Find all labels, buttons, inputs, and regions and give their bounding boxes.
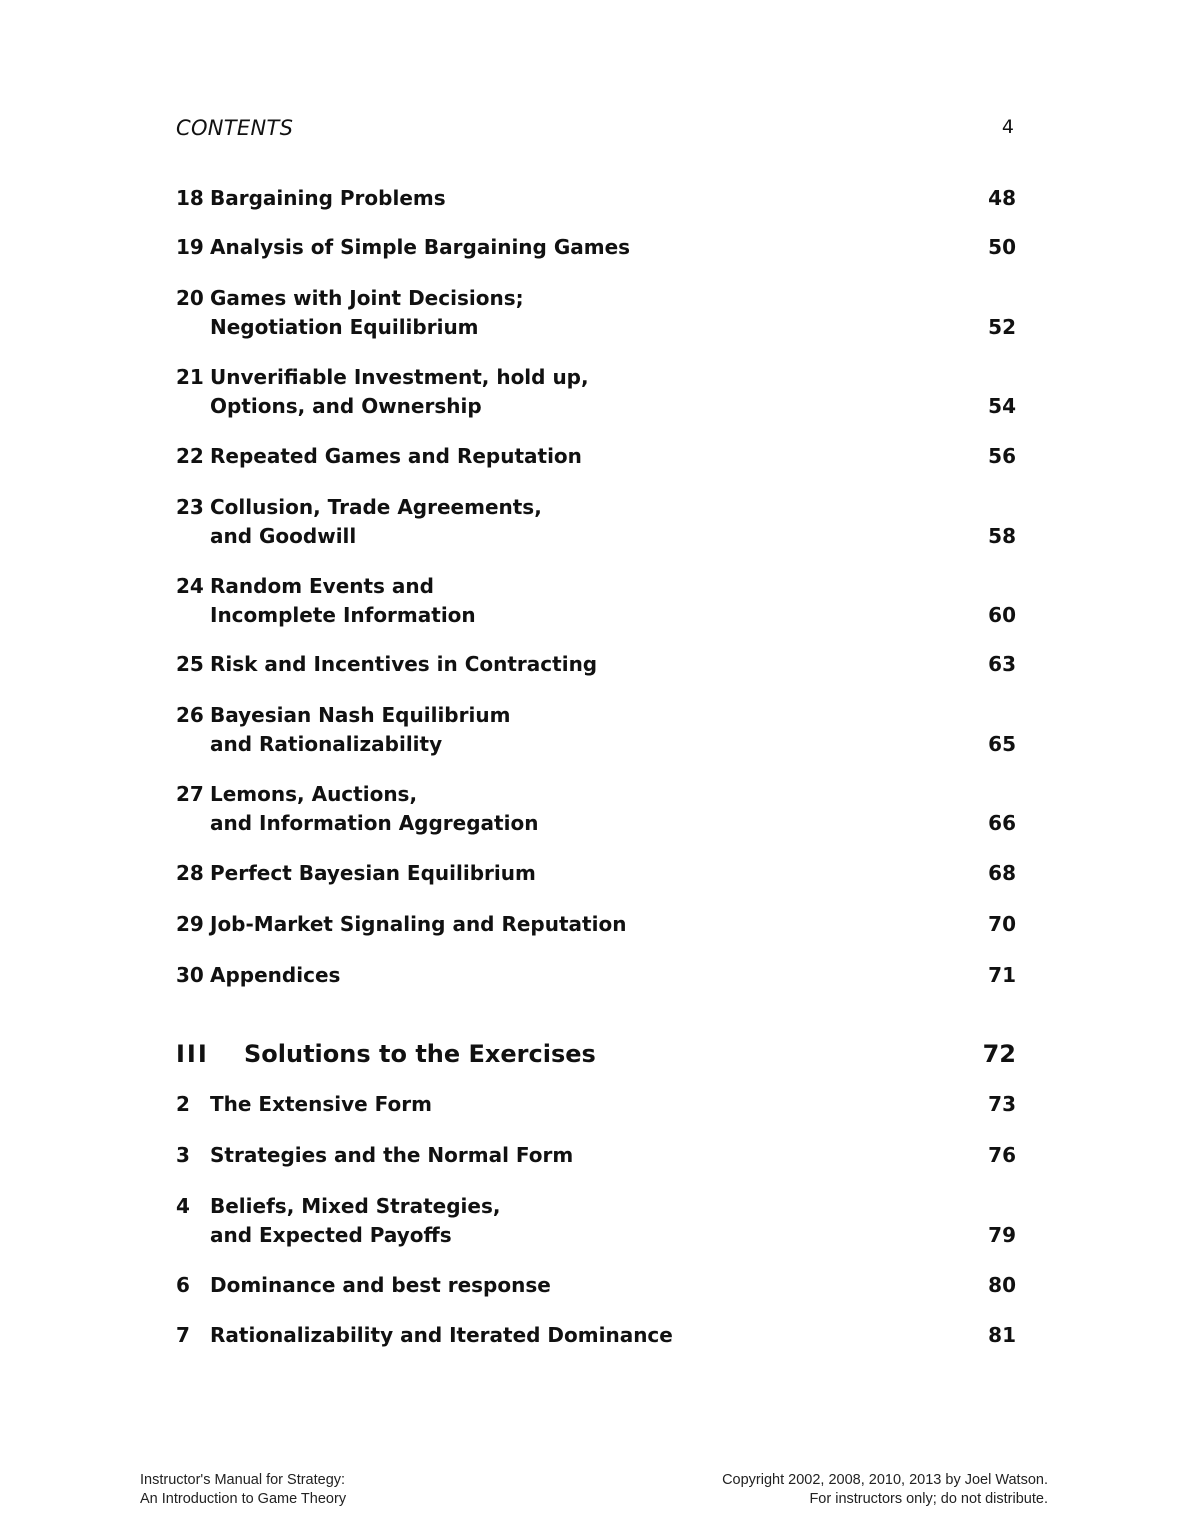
footer-left-line: Instructor's Manual for Strategy: bbox=[140, 1472, 346, 1488]
chapter-title-line: Rationalizability and Iterated Dominance bbox=[210, 1323, 673, 1347]
chapter-page-number: 60 bbox=[988, 602, 1016, 627]
chapter-page-number: 50 bbox=[988, 235, 1016, 259]
page-header bbox=[176, 116, 1016, 146]
chapter-title-line: Options, and Ownership bbox=[210, 393, 482, 418]
chapter-title-line: Lemons, Auctions, bbox=[210, 782, 418, 806]
chapter-title-line: Risk and Incentives in Contracting bbox=[210, 652, 598, 676]
chapter-number: 25 bbox=[176, 652, 204, 676]
chapter-number: 26 bbox=[176, 703, 204, 727]
chapter-title-line: Collusion, Trade Agreements, bbox=[210, 495, 542, 519]
chapter-number: 29 bbox=[176, 912, 204, 936]
chapter-title-line: and Rationalizability bbox=[210, 731, 443, 756]
chapter-title-line: Appendices bbox=[210, 963, 341, 987]
chapter-page-number: 58 bbox=[988, 523, 1016, 548]
chapter-title-line: Beliefs, Mixed Strategies, bbox=[210, 1194, 501, 1218]
chapter-number: 3 bbox=[176, 1143, 190, 1167]
footer-left-line: An Introduction to Game Theory bbox=[140, 1491, 347, 1507]
chapter-number: 19 bbox=[176, 235, 204, 259]
chapter-number: 20 bbox=[176, 286, 204, 310]
part-page: 72 bbox=[982, 1040, 1016, 1068]
part-number: III bbox=[176, 1040, 209, 1068]
chapter-page-number: 79 bbox=[988, 1222, 1016, 1247]
footer-copyright bbox=[722, 1471, 1048, 1509]
footer-right-line: Copyright 2002, 2008, 2010, 2013 by Joel Watson. bbox=[722, 1472, 1048, 1488]
part-title: Solutions to the Exercises bbox=[244, 1040, 596, 1068]
chapter-page-number: 80 bbox=[988, 1273, 1016, 1297]
chapter-number: 4 bbox=[176, 1194, 190, 1218]
chapter-page-number: 66 bbox=[988, 810, 1016, 835]
chapter-number: 2 bbox=[176, 1092, 190, 1116]
chapter-title-line: Unverifiable Investment, hold up, bbox=[210, 365, 589, 389]
chapter-number: 22 bbox=[176, 444, 204, 468]
chapter-number: 30 bbox=[176, 963, 204, 987]
chapter-page-number: 63 bbox=[988, 652, 1016, 676]
chapter-number: 23 bbox=[176, 495, 204, 519]
chapter-number: 27 bbox=[176, 782, 204, 806]
chapter-title-line: Analysis of Simple Bargaining Games bbox=[210, 235, 631, 259]
page-number: 4 bbox=[1001, 116, 1014, 138]
chapter-title-line: Perfect Bayesian Equilibrium bbox=[210, 861, 536, 885]
chapter-title-line: Bargaining Problems bbox=[210, 186, 446, 210]
chapter-title-line: and Expected Payoffs bbox=[210, 1222, 452, 1247]
chapter-title-line: Games with Joint Decisions; bbox=[210, 286, 524, 310]
running-title: CONTENTS bbox=[176, 116, 294, 140]
chapter-page-number: 70 bbox=[988, 912, 1016, 936]
chapter-page-number: 73 bbox=[988, 1092, 1016, 1116]
chapter-number: 6 bbox=[176, 1273, 190, 1297]
chapter-title-line: Incomplete Information bbox=[210, 602, 476, 627]
chapter-page-number: 68 bbox=[988, 861, 1016, 885]
chapter-page-number: 76 bbox=[988, 1143, 1016, 1167]
chapter-title-line: Repeated Games and Reputation bbox=[210, 444, 582, 468]
chapter-page-number: 48 bbox=[988, 186, 1016, 210]
chapter-number: 28 bbox=[176, 861, 204, 885]
chapter-title-line: Strategies and the Normal Form bbox=[210, 1143, 574, 1167]
chapter-page-number: 65 bbox=[988, 731, 1016, 756]
chapter-page-number: 52 bbox=[988, 314, 1016, 339]
chapter-number: 7 bbox=[176, 1323, 190, 1347]
chapter-page-number: 81 bbox=[988, 1323, 1016, 1347]
chapter-page-number: 71 bbox=[988, 963, 1016, 987]
chapter-title-line: Negotiation Equilibrium bbox=[210, 314, 479, 339]
chapter-title-line: Job-Market Signaling and Reputation bbox=[210, 912, 627, 936]
chapter-title-line: and Goodwill bbox=[210, 523, 357, 548]
chapter-title-line: and Information Aggregation bbox=[210, 810, 539, 835]
footer-right-line: For instructors only; do not distribute. bbox=[809, 1491, 1048, 1507]
chapter-page-number: 56 bbox=[988, 444, 1016, 468]
chapter-page-number: 54 bbox=[988, 393, 1016, 418]
chapter-title-line: The Extensive Form bbox=[210, 1092, 432, 1116]
chapter-title-line: Bayesian Nash Equilibrium bbox=[210, 703, 511, 727]
chapter-title-line: Random Events and bbox=[210, 574, 434, 598]
chapter-title-line: Dominance and best response bbox=[210, 1273, 551, 1297]
chapter-number: 21 bbox=[176, 365, 204, 389]
chapter-number: 18 bbox=[176, 186, 204, 210]
chapter-number: 24 bbox=[176, 574, 204, 598]
footer-book-title bbox=[140, 1471, 346, 1509]
